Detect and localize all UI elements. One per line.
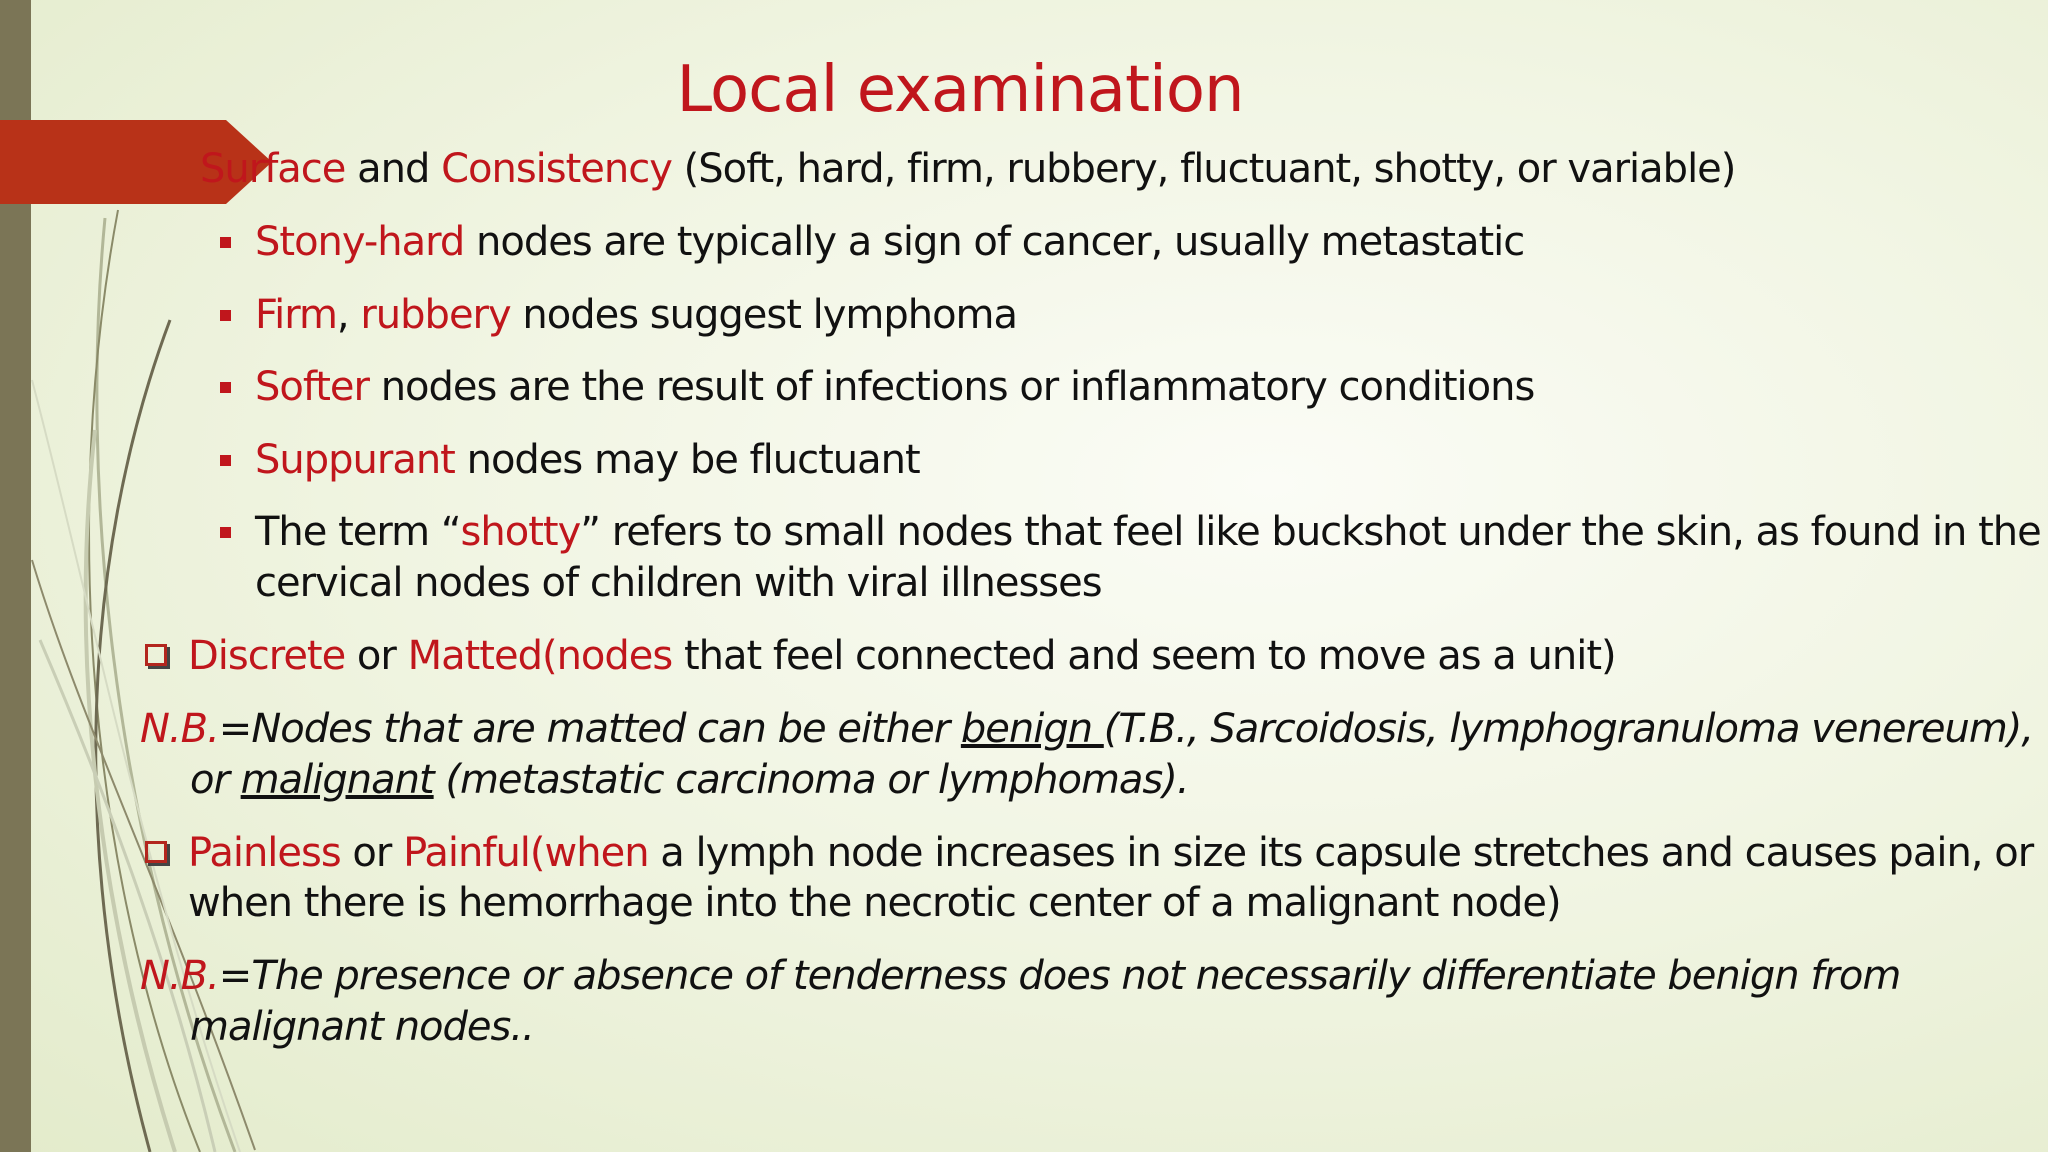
- nb-label: N.B.: [140, 706, 219, 752]
- consistency-label: Consistency: [441, 146, 672, 192]
- surface-label: Surface: [200, 146, 346, 192]
- nb-label: N.B.: [140, 953, 219, 999]
- bullet-text: nodes suggest lymphoma: [510, 292, 1018, 338]
- discrete-detail: that feel connected and seem to move as a unit): [672, 633, 1616, 679]
- painless-detail: a lymph node increases in size its capsule stretches and causes pain, or: [648, 830, 2034, 876]
- bullet-marker: [220, 527, 231, 538]
- bullet-marker: [220, 382, 231, 393]
- or-text: or: [345, 633, 408, 679]
- slide-title: Local examination: [676, 53, 1244, 127]
- surface-consistency-line: [200, 143, 1735, 195]
- nb-tenderness-note: [140, 950, 1900, 1002]
- nb-text: =The presence or absence of tenderness does not necessarily differentiate benign from: [218, 953, 1901, 999]
- bullet-shotty-line2: cervical nodes of children with viral illnesses: [255, 560, 1102, 606]
- bullet-highlight: Softer: [255, 364, 369, 410]
- nb-matted-note-line2: [190, 754, 1189, 806]
- bullet-suppurant: [255, 434, 920, 486]
- bullet-highlight: Stony-hard: [255, 219, 465, 265]
- painless-label: Painless: [188, 830, 341, 876]
- nb-tenderness-note-line2: malignant nodes..: [190, 1004, 534, 1050]
- bullet-stony-hard: [255, 216, 1524, 268]
- painful-label: Painful(when: [403, 830, 649, 876]
- bullet-text: nodes may be fluctuant: [454, 437, 920, 483]
- nb-text: (T.B., Sarcoidosis, lymphogranuloma venereum),: [1103, 706, 2034, 752]
- nb-text: (metastatic carcinoma or lymphomas).: [433, 757, 1189, 803]
- bullet-marker: [220, 455, 231, 466]
- nb-matted-note: [140, 703, 2033, 755]
- nb-text: or: [190, 757, 241, 803]
- bullet-softer: [255, 361, 1534, 413]
- matted-label: Matted(nodes: [407, 633, 673, 679]
- bullet-marker: [220, 310, 231, 321]
- bullet-highlight: Firm: [255, 292, 337, 338]
- painless-painful-line2: when there is hemorrhage into the necrotic center of a malignant node): [188, 880, 1561, 926]
- benign-underlined: benign: [960, 706, 1104, 752]
- bullet-text: nodes are typically a sign of cancer, usually metastatic: [464, 219, 1525, 265]
- bullet-text: The term “: [255, 509, 461, 555]
- discrete-matted-line: [188, 630, 1616, 682]
- consistency-detail: (Soft, hard, firm, rubbery, fluctuant, shotty, or variable): [671, 146, 1736, 192]
- bullet-text: ” refers to small nodes that feel like buckshot under the skin, as found in the: [580, 509, 2041, 555]
- bullet-text: ,: [336, 292, 361, 338]
- bullet-text: nodes are the result of infections or inflammatory conditions: [368, 364, 1535, 410]
- bullet-highlight: Suppurant: [255, 437, 455, 483]
- bullet-firm-rubbery: [255, 289, 1017, 341]
- and-text: and: [345, 146, 442, 192]
- checkbox-square-icon: [145, 841, 167, 863]
- checkbox-square-icon: [145, 644, 167, 666]
- bullet-highlight: rubbery: [360, 292, 511, 338]
- bullet-highlight: shotty: [460, 509, 581, 555]
- or-text: or: [340, 830, 404, 876]
- bullet-marker: [220, 237, 231, 248]
- discrete-label: Discrete: [188, 633, 346, 679]
- nb-text: =Nodes that are matted can be either: [218, 706, 961, 752]
- painless-painful-line: [188, 827, 2033, 879]
- malignant-underlined: malignant: [240, 757, 434, 803]
- bullet-shotty: [255, 506, 2041, 558]
